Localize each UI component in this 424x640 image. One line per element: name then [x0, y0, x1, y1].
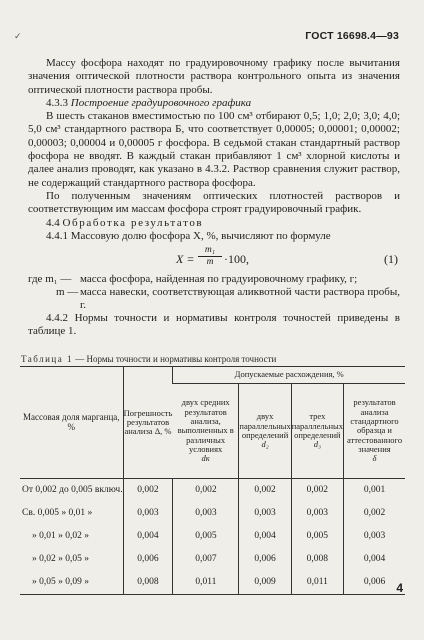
- definition-text: масса навески, соответствующая аликвотной части раствора пробы, г.: [80, 286, 400, 312]
- definition-text: масса фосфора, найденная по градуировочному графику, г;: [80, 273, 358, 286]
- definition-item: [28, 286, 400, 312]
- cell: 0,002: [239, 479, 291, 503]
- section-title: Построение градуировочного графика: [70, 96, 252, 109]
- formula-number: (1): [384, 252, 398, 267]
- paragraph: 4.4.2 Нормы точности и нормативы контроля точностей приведены в таблице 1.: [28, 312, 400, 338]
- paragraph: Массу фосфора находят по градуировочному графику после вычитания значения оптической плотности раствора контрольного опыта из значения оптической плотности раствора пробы.: [28, 57, 400, 96]
- cell: 0,008: [291, 548, 343, 571]
- document-body: [28, 57, 400, 339]
- paragraph: В шесть стаканов вместимостью по 100 см³ отбирают 0,5; 1,0; 2,0; 3,0; 4,0; 5,0 см³ стандартного раствора Б, что соответствует 0,00005; 0,00001; 0,00002; 0,00003; 0,00004 и 0,00005 г фосфора. В седьмой стакан стандартный раствор фосфора не вводят. В каждый стакан прибавляют 1 см³ хлорной кислоты и далее анализ проводят, как указано в 4.3.2. Раствор сравнения служит раствор, не содержащий стандартного раствора фосфора.: [28, 110, 400, 189]
- row-label: » 0,05 » 0,09 »: [20, 571, 123, 595]
- cell: 0,003: [291, 502, 343, 525]
- cell: 0,002: [123, 479, 173, 503]
- row-label: » 0,02 » 0,05 »: [32, 553, 89, 564]
- table-caption: [21, 354, 276, 364]
- cell: 0,006: [344, 571, 405, 595]
- table-row: [20, 525, 405, 548]
- cell: 0,002: [291, 479, 343, 503]
- cell: 0,009: [239, 571, 291, 595]
- cell: 0,004: [239, 525, 291, 548]
- formula-lhs: X =: [176, 252, 195, 267]
- paragraph: По полученным значениям оптических плотностей растворов и соответствующим им массам фосфора строят градуировочный график.: [28, 189, 400, 216]
- column-header-reference: [344, 384, 405, 479]
- data-table: [20, 366, 405, 595]
- corner-mark: ✓: [14, 31, 22, 41]
- cell: 0,004: [344, 548, 405, 571]
- definitions: [28, 273, 400, 312]
- cell: 0,003: [344, 525, 405, 548]
- cell: 0,003: [123, 502, 173, 525]
- column-header-symbol: d₃: [313, 439, 321, 450]
- section-title: Обработка результатов: [62, 216, 204, 229]
- column-header-two-means: [173, 384, 239, 479]
- formula-fraction: [198, 245, 222, 268]
- cell: 0,006: [239, 548, 291, 571]
- cell: 0,005: [173, 525, 239, 548]
- cell: 0,005: [291, 525, 343, 548]
- column-header-three-parallel: [291, 384, 343, 479]
- section-number: 4.3.3: [46, 96, 68, 109]
- section-number: 4.4: [46, 216, 60, 229]
- cell: 0,008: [123, 571, 173, 595]
- section-heading: [28, 217, 400, 230]
- cell: 0,002: [344, 502, 405, 525]
- paragraph: 4.4.1 Массовую долю фосфора X, %, вычисляют по формуле: [46, 229, 331, 242]
- cell: 0,004: [123, 525, 173, 548]
- definition-symbol: m —: [56, 286, 79, 299]
- table-caption-label: Таблица 1: [21, 354, 73, 364]
- column-header-symbol: d₂: [261, 439, 269, 450]
- column-header-text: результатов анализа стандартного образца и аттестованного значения: [346, 397, 403, 454]
- table-row: [20, 548, 405, 571]
- column-header-text: двух параллельных определений: [239, 411, 291, 440]
- column-header-two-parallel: [239, 384, 291, 479]
- formula-denominator: m: [206, 257, 214, 268]
- table-row: [20, 571, 405, 595]
- cell: 0,003: [239, 502, 291, 525]
- row-label: Св. 0,005 » 0,01 »: [22, 507, 93, 518]
- column-header-error: Погрешность результатов анализа Δ, %: [123, 367, 173, 479]
- row-label: » 0,01 » 0,02 »: [32, 530, 89, 541]
- cell: 0,006: [123, 548, 173, 571]
- table-caption-text: — Нормы точности и нормативы контроля точности: [73, 354, 277, 364]
- cell: 0,002: [173, 479, 239, 503]
- column-header-text: двух средних результатов анализа, выполненных в различных условиях: [177, 397, 234, 454]
- column-header-text: трех параллельных определений: [291, 411, 344, 440]
- column-header-mass-fraction: Массовая доля марганца, %: [20, 367, 123, 479]
- row-label: От 0,002 до 0,005 включ.: [22, 484, 123, 495]
- cell: 0,003: [173, 502, 239, 525]
- cell: 0,001: [344, 479, 405, 503]
- table-row: [20, 479, 405, 503]
- cell: 0,007: [173, 548, 239, 571]
- page-number: 4: [396, 581, 403, 595]
- formula: [28, 245, 400, 273]
- standard-header: ГОСТ 16698.4—93: [305, 30, 399, 42]
- column-header-symbol: δ: [372, 453, 377, 464]
- definition-item: [28, 273, 400, 286]
- cell: 0,011: [173, 571, 239, 595]
- formula-numerator: m₁: [198, 245, 222, 257]
- column-group-header: Допускаемые расхождения, %: [173, 367, 405, 384]
- formula-rest: ·100,: [224, 252, 249, 267]
- definition-symbol: где m₁ —: [28, 273, 72, 286]
- section-heading: [28, 97, 400, 110]
- table-row: [20, 502, 405, 525]
- column-header-symbol: dк: [201, 453, 210, 464]
- cell: 0,011: [291, 571, 343, 595]
